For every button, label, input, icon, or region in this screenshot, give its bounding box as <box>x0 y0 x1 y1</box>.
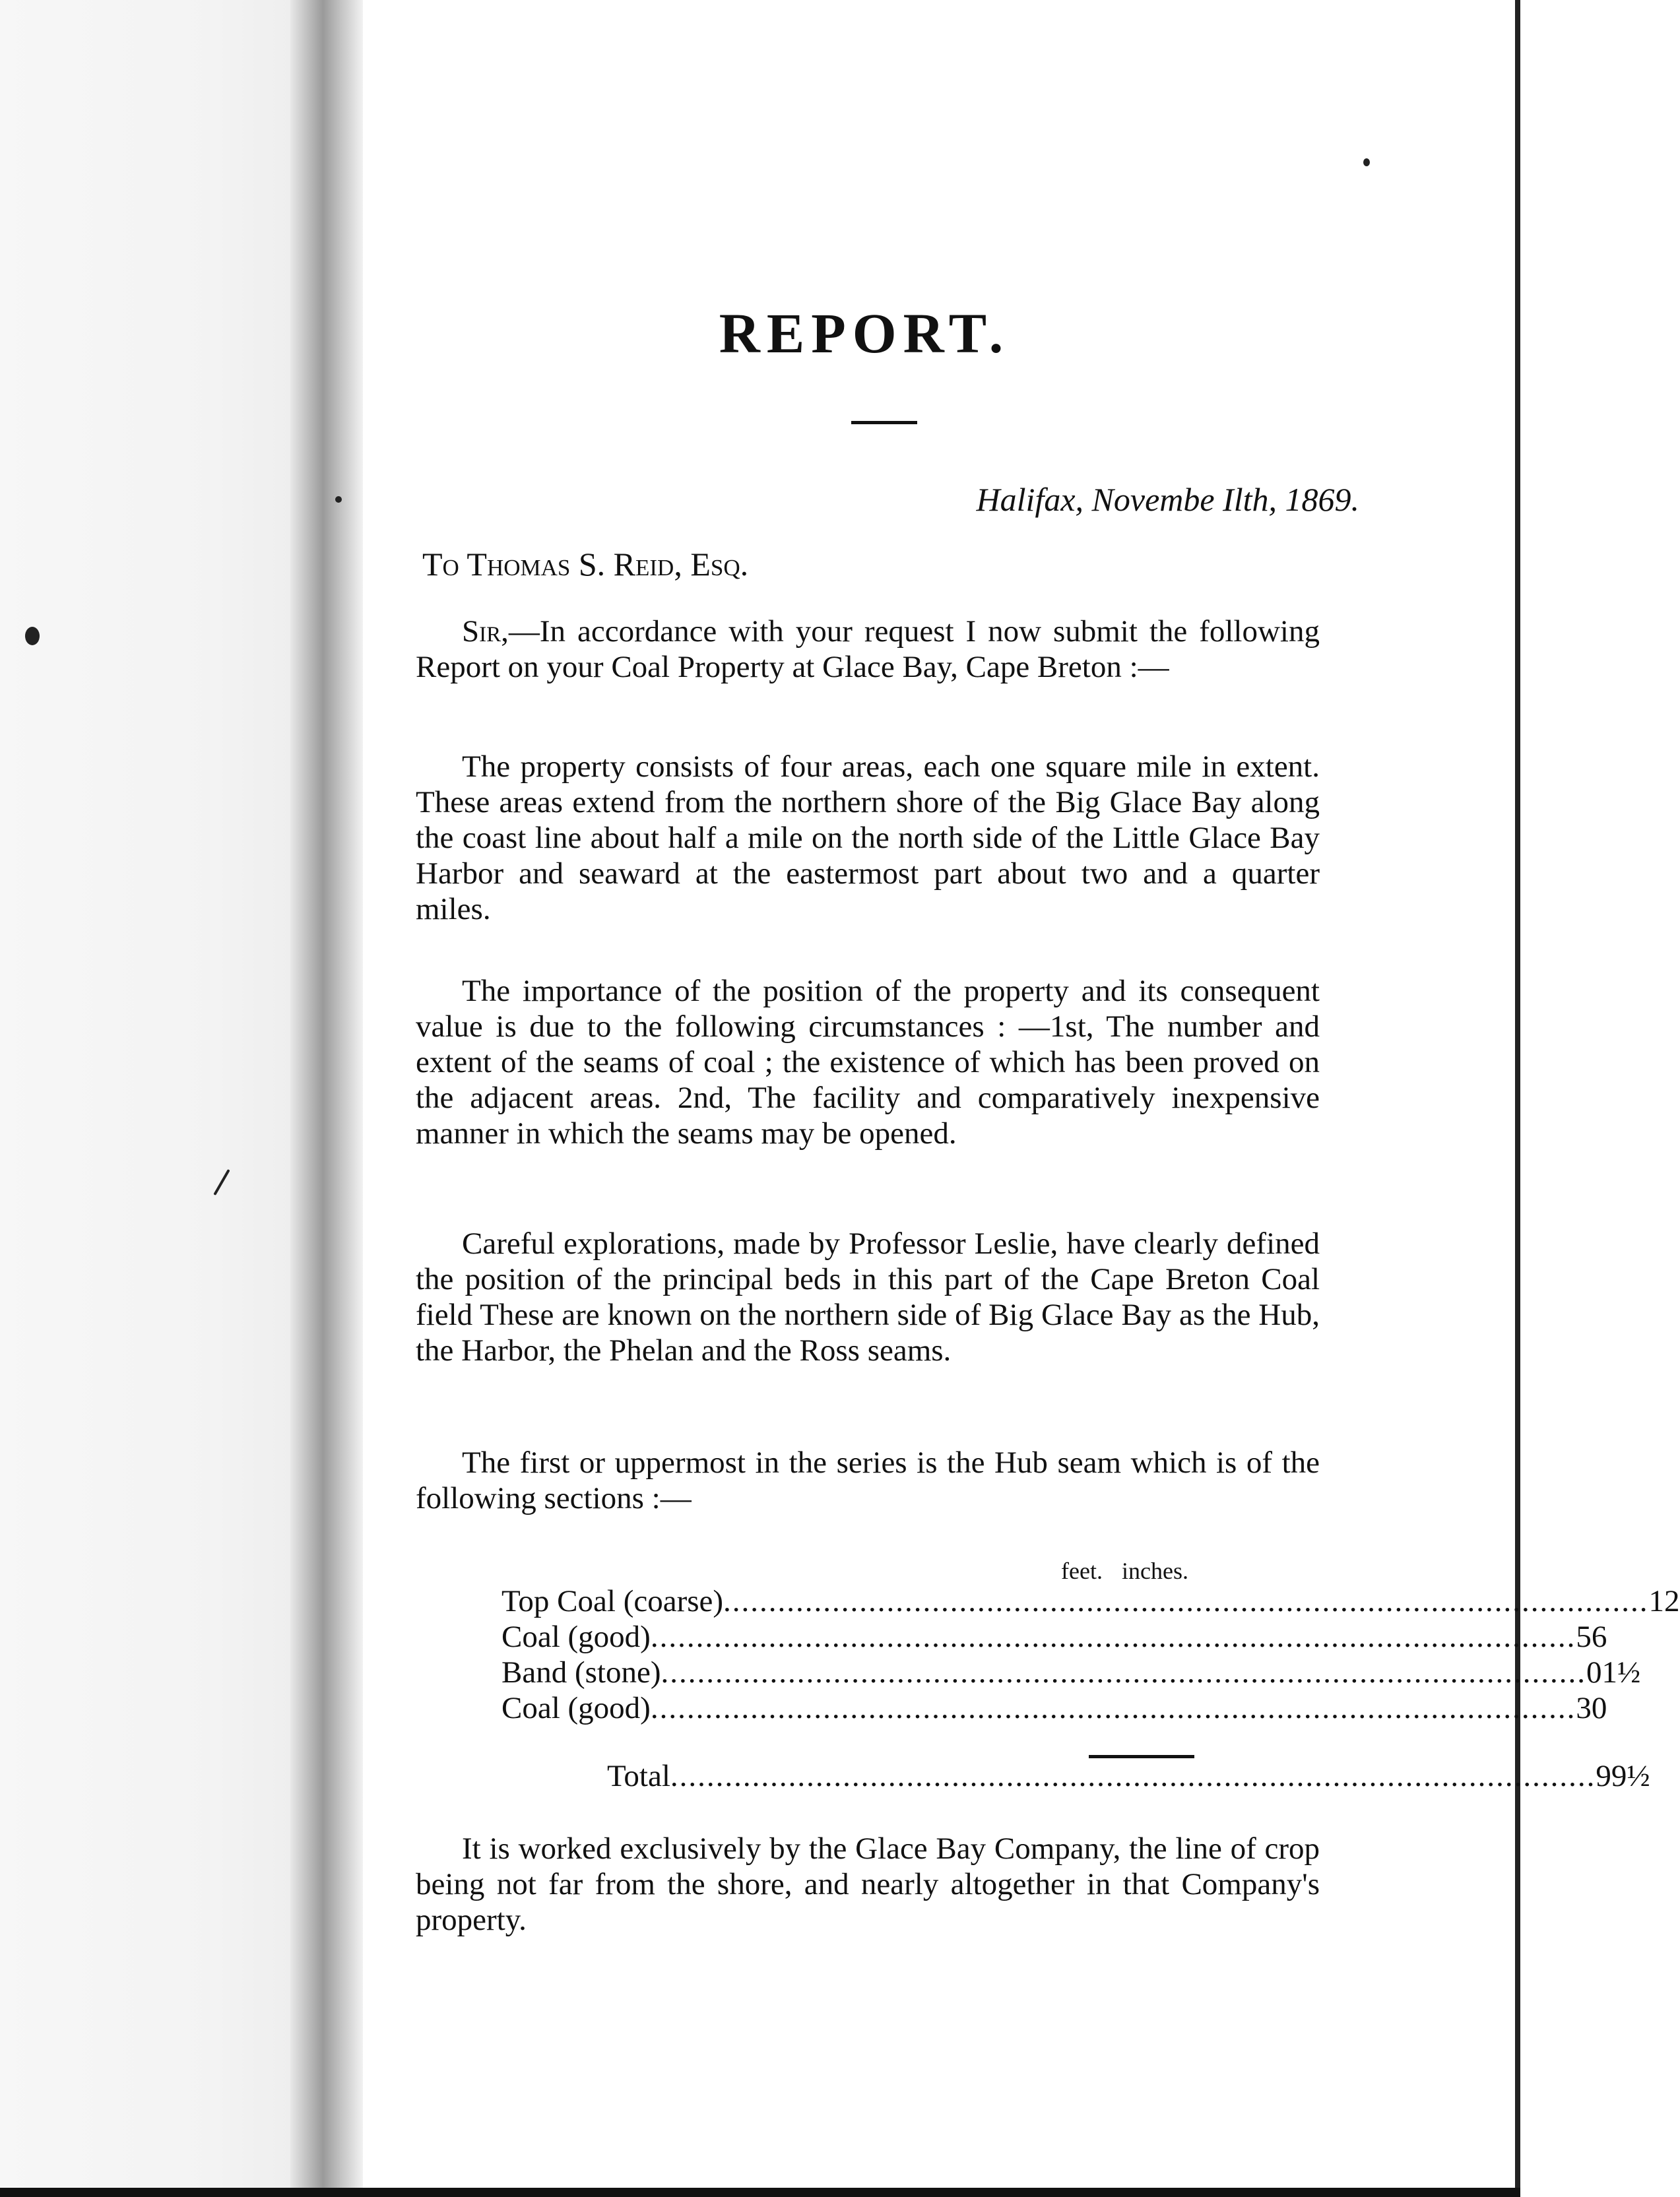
paragraph-explorations: Careful explorations, made by Professor Leslie, have clearly defined the position of the principal beds in this part of the Cape Breton Coal field These are known on the northern side of Big Glace Bay as the Hub, the Harbor, the Phelan and the Ross seams. <box>416 1226 1320 1368</box>
table-row <box>501 1619 1607 1655</box>
ink-speck <box>1363 158 1370 166</box>
table-row <box>501 1655 1641 1690</box>
paragraph-property: The property consists of four areas, each one square mile in extent. These areas extend from the northern shore of the Big Glace Bay along the coast line about half a mile on the north side of the Little Glace Bay Harbor and seaward at the eastermost part about two and a quarter miles. <box>416 749 1320 926</box>
ink-speck <box>335 496 342 503</box>
dot-leader: ...................................................................................................... <box>670 1759 1596 1793</box>
book-gutter <box>290 0 363 2197</box>
dot-leader: ...................................................................................................... <box>650 1620 1576 1654</box>
row-feet: 1 <box>1648 1584 1665 1618</box>
document-page <box>370 0 1680 2184</box>
row-inches: 2 <box>1664 1584 1680 1618</box>
row-inches: 0 <box>1591 1691 1607 1725</box>
salutation-lead: Sir, <box>462 614 509 649</box>
paragraph-hub-seam: The first or uppermost in the series is the Hub seam which is of the following sections :— <box>416 1446 1320 1515</box>
paragraph-importance: The importance of the position of the property and its consequent value is due to the following circumstances : —1st, The number and extent of the seams of coal ; the existence of which has been proved on the adjacent areas. 2nd, The facility and comparatively inexpensive manner in which the seams may be opened. <box>416 974 1320 1151</box>
page-edge <box>1515 0 1520 2197</box>
table-total-row <box>607 1758 1650 1798</box>
row-inches: 1½ <box>1601 1655 1641 1690</box>
scan-margin <box>0 0 310 2197</box>
title-rule <box>851 421 917 424</box>
total-inches: 9½ <box>1611 1759 1650 1793</box>
paragraph-intro <box>416 614 1320 685</box>
paragraph-intro-text: —In accordance with your request I now submit the following Report on your Coal Property at Glace Bay, Cape Breton :— <box>416 614 1320 684</box>
row-label: Coal (good) <box>501 1620 651 1654</box>
page-title: REPORT. <box>719 302 1010 365</box>
dot-leader: ...................................................................................................... <box>661 1655 1586 1690</box>
row-label: Band (stone) <box>501 1655 661 1690</box>
row-feet: 3 <box>1576 1691 1592 1725</box>
salutation: To Thomas S. Reid, Esq. <box>422 546 749 583</box>
column-header-inches: inches. <box>1122 1558 1188 1584</box>
total-feet: 9 <box>1596 1759 1611 1793</box>
row-label: Top Coal (coarse) <box>501 1584 724 1618</box>
row-feet: 5 <box>1576 1620 1592 1654</box>
scan-border <box>0 2188 1520 2197</box>
row-feet: 0 <box>1586 1655 1602 1690</box>
column-header-feet: feet. <box>1061 1558 1103 1584</box>
dot-leader: ...................................................................................................... <box>650 1691 1576 1725</box>
table-row <box>501 1690 1607 1726</box>
dateline: Halifax, Novembe Ilth, 1869. <box>976 481 1359 518</box>
row-inches: 6 <box>1591 1620 1607 1654</box>
paragraph-worked: It is worked exclusively by the Glace Bay Company, the line of crop being not far from the shore, and nearly altogether in that Company's property. <box>416 1831 1320 1937</box>
total-label: Total <box>607 1759 670 1793</box>
row-label: Coal (good) <box>501 1691 651 1725</box>
ink-speck <box>25 627 40 645</box>
table-row <box>501 1583 1680 1619</box>
dot-leader: ...................................................................................................... <box>723 1584 1649 1618</box>
